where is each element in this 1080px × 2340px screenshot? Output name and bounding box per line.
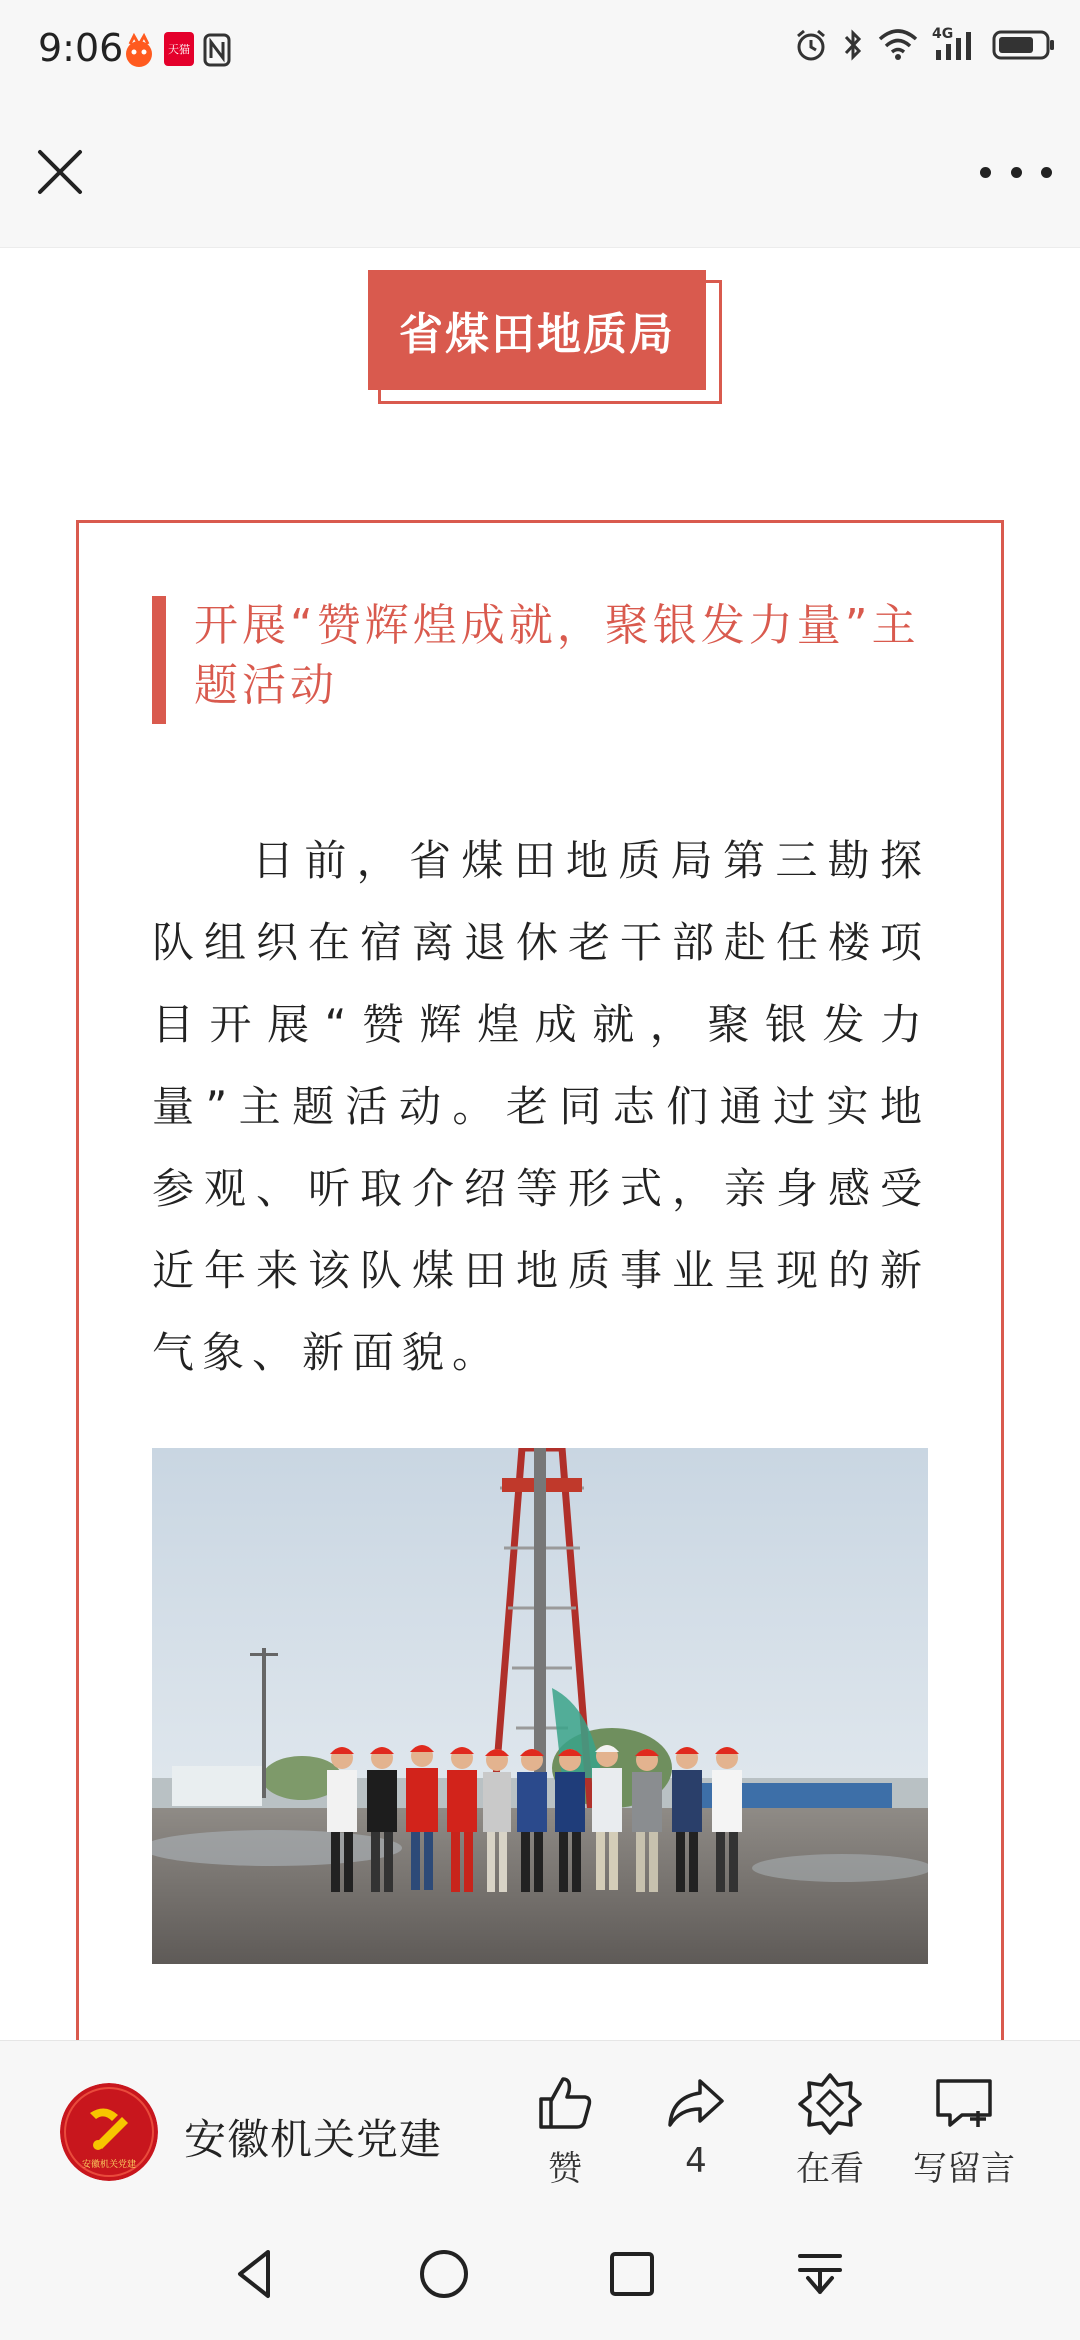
- section-title: 开展“赞辉煌成就，聚银发力量”主题活动: [194, 600, 920, 711]
- top-navigation-bar: [0, 100, 1080, 248]
- menu-down-icon[interactable]: [788, 2242, 852, 2306]
- tmall-label: 天猫: [168, 42, 190, 56]
- share-button[interactable]: [636, 2071, 756, 2201]
- status-time: 9:06: [38, 26, 124, 70]
- tmall-icon: [164, 32, 194, 66]
- like-label: 赞: [548, 2149, 582, 2189]
- wifi-icon: [878, 29, 918, 61]
- like-button[interactable]: [505, 2071, 625, 2201]
- thumbs-up-icon: [533, 2071, 597, 2135]
- recents-icon[interactable]: [600, 2242, 664, 2306]
- alarm-icon: [794, 28, 828, 62]
- battery-icon: [992, 28, 1056, 62]
- bottom-action-bar: [0, 2040, 1080, 2208]
- taobao-icon: [122, 32, 156, 68]
- avatar-text: 安徽机关党建: [81, 2160, 137, 2170]
- wow-label: 在看: [796, 2149, 864, 2189]
- avatar[interactable]: [60, 2083, 158, 2181]
- org-banner-text: 省煤田地质局: [399, 309, 675, 360]
- article-body-paragraph: 日前，省煤田地质局第三勘探队组织在宿离退休老干部赴任楼项目开展“赞辉煌成就，聚银发力量”主题活动。老同志们通过实地参观、听取介绍等形式，亲身感受近年来该队煤田地质事业呈现的新气象、新面貌。: [152, 836, 930, 1377]
- close-icon[interactable]: [30, 142, 90, 202]
- group-photo-at-drilling-rig[interactable]: [152, 1448, 928, 1964]
- comment-button[interactable]: [904, 2071, 1024, 2201]
- article-content: [0, 248, 1080, 2040]
- wow-icon: [798, 2071, 862, 2135]
- section-title-accent-bar: [152, 596, 166, 724]
- system-icons: [794, 28, 1056, 62]
- more-dots-icon[interactable]: [980, 150, 1052, 194]
- back-icon[interactable]: [224, 2242, 288, 2306]
- system-navigation-bar: [0, 2208, 1080, 2340]
- comment-add-icon: [932, 2071, 996, 2135]
- network-type: 4G: [932, 26, 954, 42]
- status-bar: [0, 0, 1080, 100]
- bluetooth-icon: [842, 28, 864, 62]
- share-count: 4: [685, 2141, 707, 2181]
- home-icon[interactable]: [412, 2242, 476, 2306]
- nfc-icon: [202, 32, 232, 68]
- wow-button[interactable]: [770, 2071, 890, 2201]
- comment-label: 写留言: [913, 2149, 1015, 2189]
- account-name[interactable]: 安徽机关党建: [184, 2115, 443, 2164]
- 4g-signal-icon: [932, 28, 978, 62]
- org-banner: [368, 270, 706, 390]
- share-icon: [664, 2071, 728, 2135]
